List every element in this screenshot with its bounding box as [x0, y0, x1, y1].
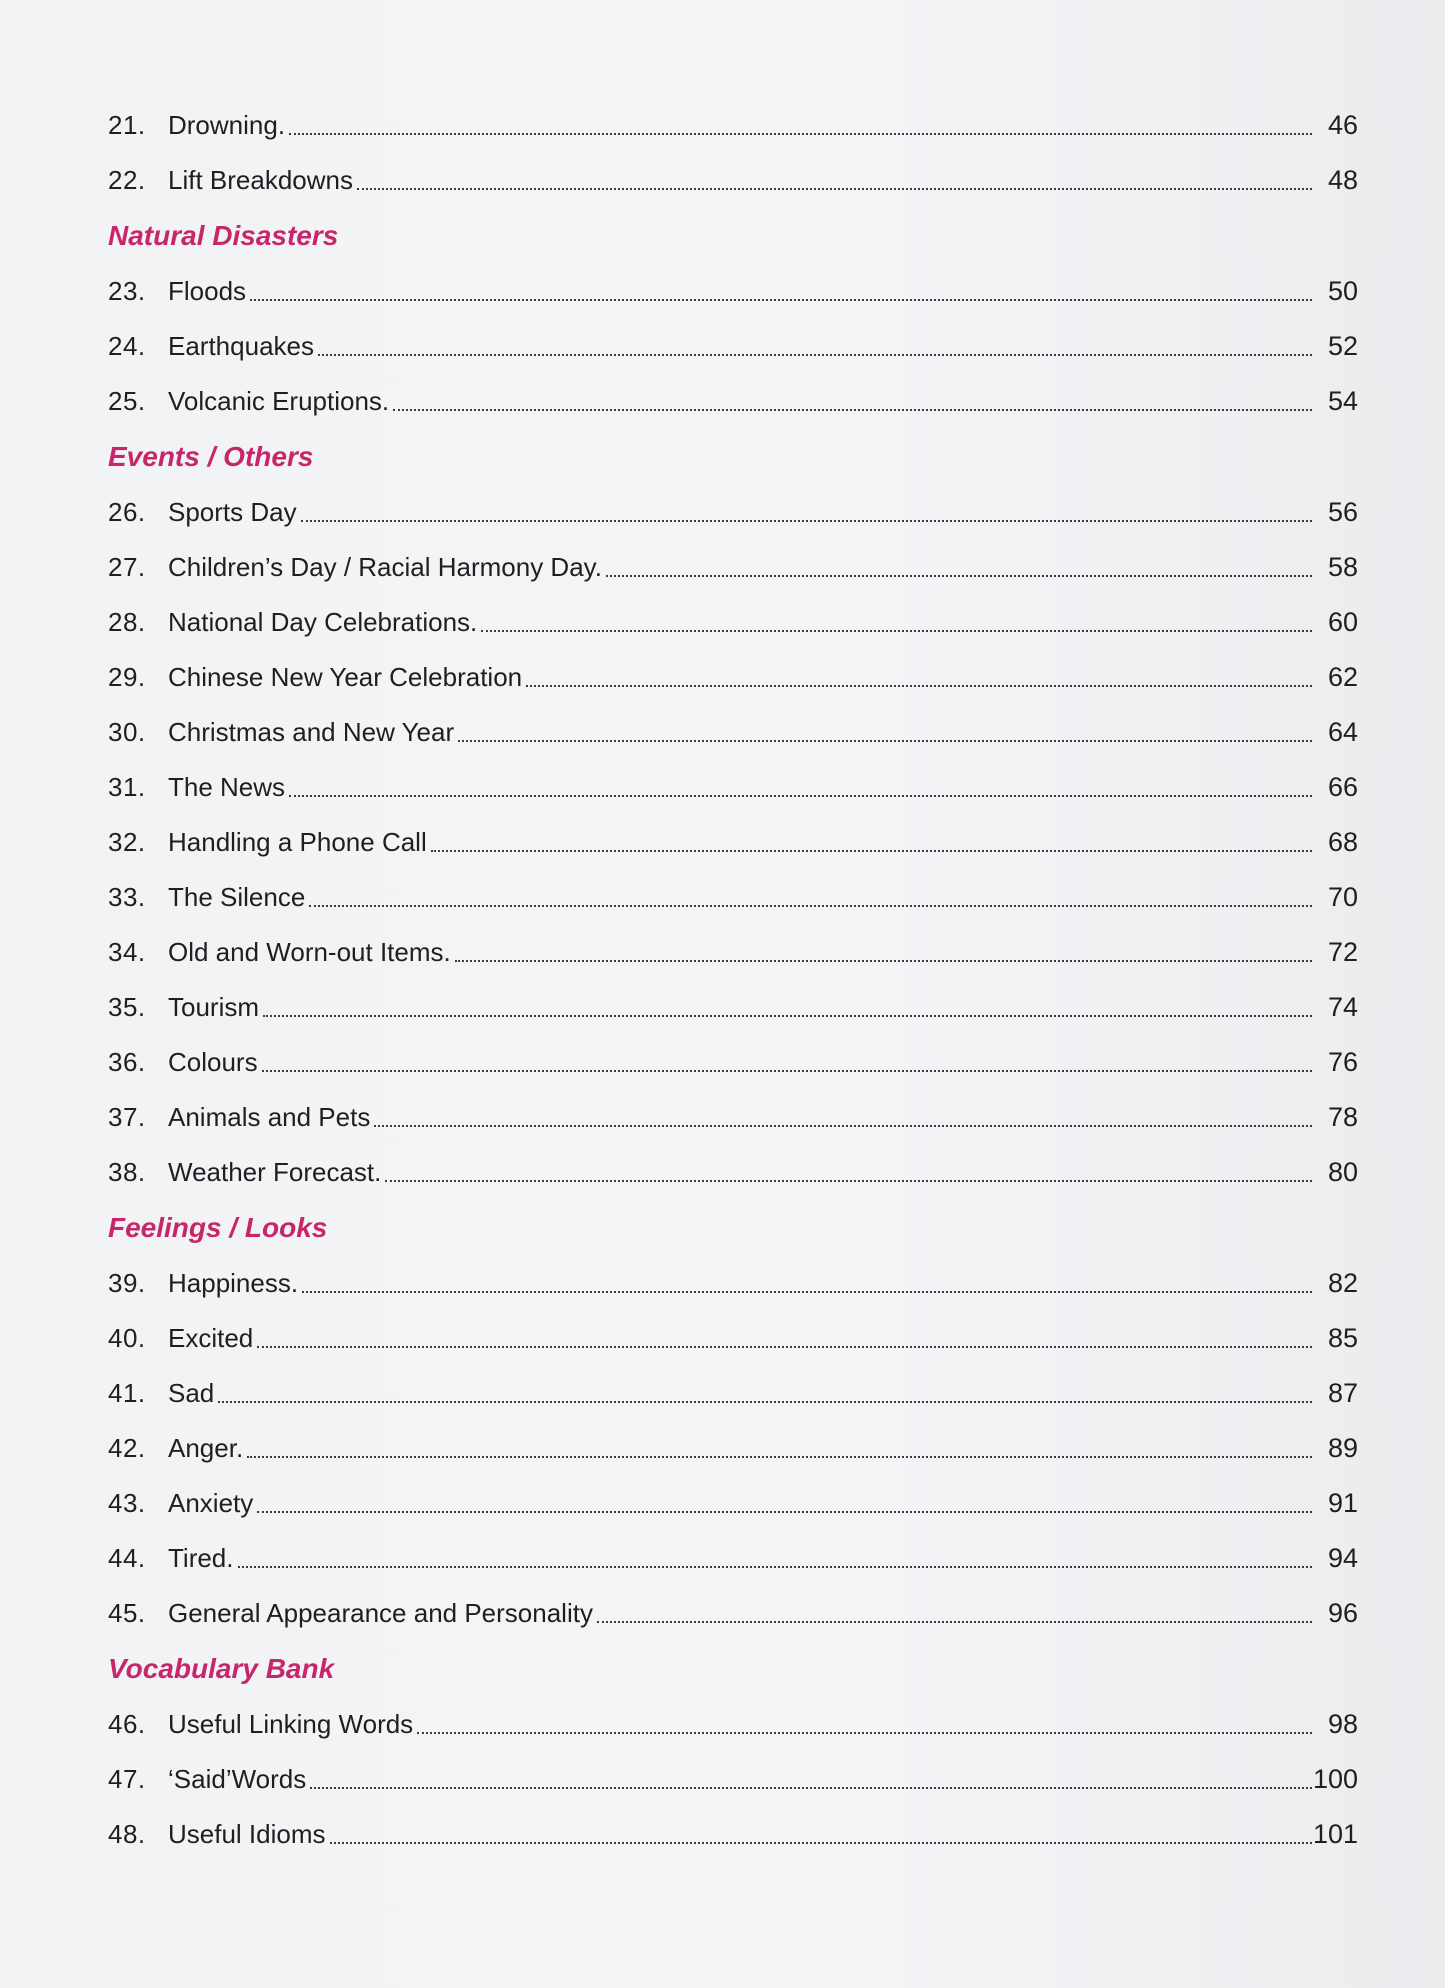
dot-leader	[262, 1070, 1312, 1072]
entry-number: 41.	[108, 1378, 146, 1408]
entry-number: 30.	[108, 717, 146, 747]
entry-title: Lift Breakdowns	[168, 165, 353, 195]
entry-number: 22.	[108, 165, 146, 195]
entry-page-number: 96	[1327, 1598, 1358, 1628]
dot-leader	[302, 1291, 1312, 1293]
entry-number: 31.	[108, 772, 146, 802]
entry-number: 48.	[108, 1819, 146, 1849]
entry-title: Earthquakes	[168, 331, 314, 361]
entry-title: Animals and Pets	[168, 1102, 371, 1132]
entry-title: Sports Day	[168, 497, 297, 527]
entry-page-number: 68	[1327, 827, 1358, 857]
dot-leader	[257, 1346, 1312, 1348]
entry-number: 36.	[108, 1047, 146, 1077]
entry-number: 25.	[108, 386, 146, 416]
section-heading: Feelings / Looks	[108, 1212, 328, 1243]
section-heading: Vocabulary Bank	[108, 1653, 335, 1684]
dot-leader	[417, 1732, 1312, 1734]
entry-number: 42.	[108, 1433, 146, 1463]
section-heading: Events / Others	[108, 441, 314, 472]
entry-number: 24.	[108, 331, 146, 361]
dot-leader	[455, 960, 1312, 962]
dot-leader	[481, 630, 1312, 632]
entry-title: Chinese New Year Celebration	[168, 662, 523, 692]
entry-number: 34.	[108, 937, 146, 967]
entry-page-number: 85	[1327, 1323, 1358, 1353]
dot-leader	[458, 740, 1312, 742]
toc-entry[interactable]	[108, 1464, 1358, 1519]
dot-leader	[374, 1125, 1312, 1127]
dot-leader	[431, 850, 1312, 852]
toc-entry[interactable]	[108, 473, 1358, 528]
entry-title: Anxiety	[168, 1488, 254, 1518]
dot-leader	[218, 1401, 1312, 1403]
entry-page-number: 56	[1327, 497, 1358, 527]
toc-entry[interactable]	[108, 1740, 1358, 1795]
entry-page-number: 74	[1327, 992, 1358, 1022]
entry-title: National Day Celebrations.	[168, 607, 478, 637]
entry-title: ‘Said’Words	[168, 1764, 307, 1794]
dot-leader	[238, 1566, 1313, 1568]
entry-number: 21.	[108, 110, 146, 140]
entry-number: 44.	[108, 1543, 146, 1573]
dot-leader	[385, 1180, 1312, 1182]
entry-number: 37.	[108, 1102, 146, 1132]
entry-number: 43.	[108, 1488, 146, 1518]
toc-entry[interactable]	[108, 1519, 1358, 1574]
entry-number: 32.	[108, 827, 146, 857]
entry-page-number: 46	[1327, 110, 1358, 140]
entry-title: General Appearance and Personality	[168, 1598, 593, 1628]
entry-number: 35.	[108, 992, 146, 1022]
entry-title: Christmas and New Year	[168, 717, 455, 747]
toc-entry[interactable]	[108, 1244, 1358, 1299]
toc-entry[interactable]	[108, 252, 1358, 307]
entry-title: Anger.	[168, 1433, 244, 1463]
toc-entry[interactable]	[108, 693, 1358, 748]
toc-entry[interactable]	[108, 1023, 1358, 1078]
entry-title: Floods	[168, 276, 247, 306]
dot-leader	[289, 133, 1312, 135]
toc-entry[interactable]	[108, 307, 1358, 362]
entry-number: 47.	[108, 1764, 146, 1794]
entry-title: Useful Linking Words	[168, 1709, 414, 1739]
entry-title: The News	[168, 772, 286, 802]
toc-entry[interactable]	[108, 1574, 1358, 1629]
entry-number: 23.	[108, 276, 146, 306]
entry-number: 33.	[108, 882, 146, 912]
entry-title: Volcanic Eruptions.	[168, 386, 390, 416]
toc-entry[interactable]	[108, 1078, 1358, 1133]
entry-page-number: 100	[1312, 1764, 1358, 1794]
toc-entry[interactable]	[108, 1409, 1358, 1464]
toc-entry[interactable]	[108, 362, 1358, 417]
dot-leader	[257, 1511, 1312, 1513]
dot-leader	[301, 520, 1312, 522]
dot-leader	[310, 1787, 1312, 1789]
toc-entry[interactable]	[108, 1795, 1358, 1850]
entry-number: 29.	[108, 662, 146, 692]
entry-title: Children’s Day / Racial Harmony Day.	[168, 552, 602, 582]
entry-number: 45.	[108, 1598, 146, 1628]
toc-entry[interactable]	[108, 858, 1358, 913]
entry-page-number: 94	[1327, 1543, 1358, 1573]
entry-page-number: 58	[1327, 552, 1358, 582]
entry-title: Tourism	[168, 992, 260, 1022]
entry-number: 28.	[108, 607, 146, 637]
toc-entry[interactable]	[108, 583, 1358, 638]
entry-page-number: 82	[1327, 1268, 1358, 1298]
entry-page-number: 70	[1327, 882, 1358, 912]
entry-number: 26.	[108, 497, 146, 527]
dot-leader	[250, 299, 1312, 301]
entry-page-number: 87	[1327, 1378, 1358, 1408]
entry-title: Drowning.	[168, 110, 286, 140]
dot-leader	[357, 188, 1312, 190]
entry-title: Colours	[168, 1047, 258, 1077]
toc-entry[interactable]	[108, 528, 1358, 583]
entry-number: 27.	[108, 552, 146, 582]
table-of-contents	[108, 86, 1358, 1850]
section-heading: Natural Disasters	[108, 220, 339, 251]
entry-number: 46.	[108, 1709, 146, 1739]
entry-page-number: 52	[1327, 331, 1358, 361]
dot-leader	[526, 685, 1312, 687]
entry-page-number: 62	[1327, 662, 1358, 692]
entry-page-number: 72	[1327, 937, 1358, 967]
dot-leader	[309, 905, 1312, 907]
entry-page-number: 50	[1327, 276, 1358, 306]
dot-leader	[330, 1842, 1313, 1844]
entry-page-number: 101	[1312, 1819, 1358, 1849]
entry-title: Handling a Phone Call	[168, 827, 427, 857]
toc-entry[interactable]	[108, 913, 1358, 968]
toc-entry[interactable]	[108, 1133, 1358, 1188]
entry-page-number: 54	[1327, 386, 1358, 416]
entry-page-number: 91	[1327, 1488, 1358, 1518]
entry-page-number: 80	[1327, 1157, 1358, 1187]
entry-page-number: 66	[1327, 772, 1358, 802]
toc-entry[interactable]	[108, 86, 1358, 141]
toc-entry[interactable]	[108, 141, 1358, 196]
dot-leader	[247, 1456, 1312, 1458]
toc-entry[interactable]	[108, 1299, 1358, 1354]
toc-entry[interactable]	[108, 638, 1358, 693]
entry-title: Sad	[168, 1378, 215, 1408]
entry-title: Old and Worn-out Items.	[168, 937, 451, 967]
toc-entry[interactable]	[108, 968, 1358, 1023]
dot-leader	[393, 409, 1312, 411]
entry-page-number: 78	[1327, 1102, 1358, 1132]
entry-title: Useful Idioms	[168, 1819, 326, 1849]
entry-page-number: 98	[1327, 1709, 1358, 1739]
entry-title: Tired.	[168, 1543, 234, 1573]
entry-number: 40.	[108, 1323, 146, 1353]
entry-page-number: 48	[1327, 165, 1358, 195]
dot-leader	[597, 1621, 1312, 1623]
toc-entry[interactable]	[108, 748, 1358, 803]
entry-page-number: 64	[1327, 717, 1358, 747]
dot-leader	[318, 354, 1312, 356]
entry-title: Weather Forecast.	[168, 1157, 382, 1187]
toc-entry[interactable]	[108, 1354, 1358, 1409]
toc-entry[interactable]	[108, 1685, 1358, 1740]
entry-title: Excited	[168, 1323, 254, 1353]
entry-title: The Silence	[168, 882, 306, 912]
entry-page-number: 60	[1327, 607, 1358, 637]
entry-page-number: 76	[1327, 1047, 1358, 1077]
entry-page-number: 89	[1327, 1433, 1358, 1463]
dot-leader	[606, 575, 1312, 577]
toc-entry[interactable]	[108, 803, 1358, 858]
entry-number: 38.	[108, 1157, 146, 1187]
entry-number: 39.	[108, 1268, 146, 1298]
dot-leader	[263, 1015, 1312, 1017]
entry-title: Happiness.	[168, 1268, 299, 1298]
dot-leader	[289, 795, 1312, 797]
